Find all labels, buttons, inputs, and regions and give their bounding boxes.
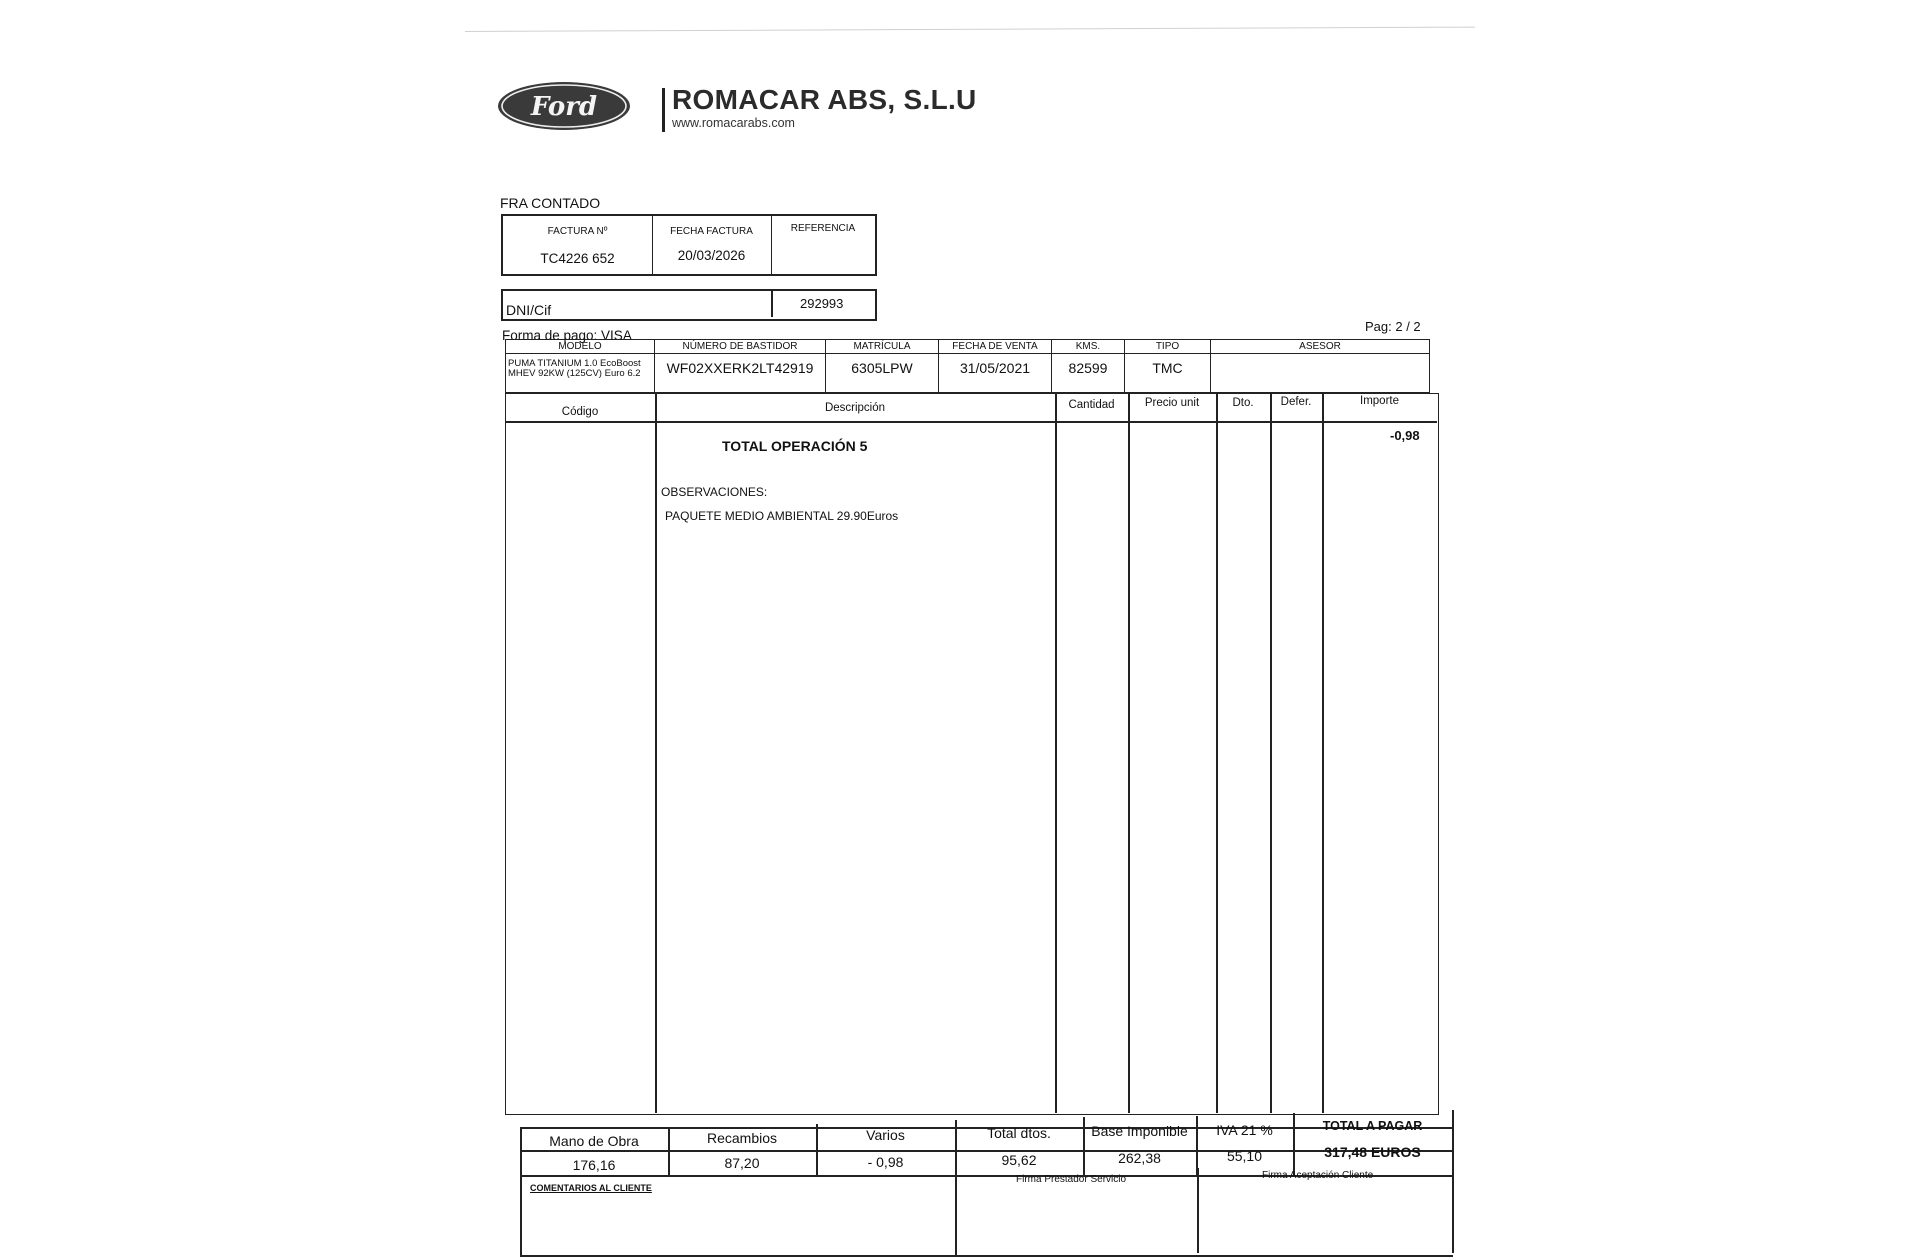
col-descripcion: Descripción: [824, 402, 886, 414]
col-divider-precio: [1216, 393, 1218, 1113]
col-codigo: Código: [561, 406, 599, 418]
col-divider-cantidad: [1128, 393, 1130, 1113]
col-divider-descripcion: [1055, 393, 1057, 1113]
iva-label: IVA 21 %: [1216, 1122, 1273, 1138]
modelo-value: PUMA TITANIUM 1.0 EcoBoost MHEV 92KW (125CV) Euro 6.2: [508, 358, 641, 379]
fecha-venta-cell: [939, 340, 1052, 393]
document-type: FRA CONTADO: [500, 195, 601, 211]
forma-pago: Forma de pago: VISA: [502, 328, 632, 343]
kms-value: 82599: [1068, 360, 1108, 376]
asesor-value: [1211, 354, 1429, 360]
base-imponible-value: 262,38: [1118, 1150, 1161, 1166]
firma-cliente: Firma Aceptación Cliente: [1262, 1170, 1374, 1181]
col-divider-defer: [1322, 393, 1324, 1113]
fecha-value: 20/03/2026: [677, 248, 746, 263]
fecha-label: FECHA FACTURA: [670, 226, 753, 237]
fecha-cell: [652, 216, 772, 274]
dni-value: 292993: [800, 296, 844, 311]
company-website: www.romacarabs.com: [672, 116, 795, 130]
total-pagar-value: 317,48 EUROS: [1324, 1144, 1421, 1160]
line-importe: -0,98: [1390, 428, 1420, 443]
factura-label: FACTURA Nº: [547, 226, 608, 237]
mano-obra-label: Mano de Obra: [549, 1133, 639, 1149]
col-cantidad: Cantidad: [1068, 399, 1115, 411]
base-imponible-label: Base Imponible: [1091, 1123, 1188, 1139]
bastidor-cell: [655, 340, 826, 393]
col-precio-unit: Precio unit: [1144, 397, 1200, 409]
firma-prestador: Firma Prestador Servicio: [1016, 1174, 1127, 1185]
col-divider-dto: [1270, 393, 1272, 1113]
line-items-frame: [505, 393, 1439, 1115]
recambios-value: 87,20: [724, 1155, 760, 1171]
col-dto: Dto.: [1232, 397, 1254, 409]
factura-value: TC4226 652: [540, 251, 615, 266]
fecha-venta-label: FECHA DE VENTA: [939, 340, 1051, 354]
kms-label: KMS.: [1052, 340, 1124, 354]
tipo-value: TMC: [1152, 360, 1183, 376]
recambios-label: Recambios: [706, 1130, 778, 1146]
observaciones-text: PAQUETE MEDIO AMBIENTAL 29.90Euros: [665, 509, 899, 523]
total-operacion: TOTAL OPERACIÓN 5: [722, 438, 868, 454]
kms-cell: [1052, 340, 1125, 393]
footer-bottom-line: [520, 1255, 1453, 1257]
dni-divider: [771, 289, 773, 317]
footer-left-border: [520, 1175, 522, 1255]
scan-edge-line: [465, 27, 1475, 32]
fecha-venta-value: 31/05/2021: [959, 360, 1031, 376]
asesor-label: ASESOR: [1211, 340, 1429, 354]
total-dtos-value: 95,62: [1001, 1152, 1037, 1168]
bastidor-label: NÚMERO DE BASTIDOR: [655, 340, 825, 354]
mano-obra-value: 176,16: [572, 1157, 616, 1173]
col-defer: Defer.: [1280, 396, 1312, 408]
asesor-cell: [1211, 340, 1430, 393]
tipo-cell: [1125, 340, 1211, 393]
invoice-header-box: [501, 214, 877, 276]
factura-cell: [503, 216, 653, 274]
col-divider-codigo: [655, 393, 657, 1113]
page-number: Pag: 2 / 2: [1365, 319, 1421, 334]
iva-value: 55,10: [1226, 1148, 1263, 1164]
company-name: ROMACAR ABS, S.L.U: [672, 84, 977, 115]
footer-right-border: [1452, 1168, 1454, 1253]
matricula-value: 6305LPW: [851, 360, 913, 376]
column-header-divider: [505, 421, 1437, 423]
varios-label: Varios: [866, 1127, 905, 1143]
col-importe: Importe: [1360, 395, 1399, 407]
comentarios-label: COMENTARIOS AL CLIENTE: [530, 1183, 652, 1193]
totals-right-border: [1452, 1110, 1454, 1175]
referencia-label: REFERENCIA: [790, 223, 856, 234]
svg-text:Ford: Ford: [530, 92, 598, 122]
dni-label: DNI/Cif: [506, 302, 552, 318]
brand-divider: [662, 88, 665, 132]
footer-divider-1: [955, 1170, 957, 1255]
referencia-cell: [771, 216, 875, 274]
modelo-cell: [506, 340, 655, 393]
modelo-label: MODELO: [506, 340, 654, 354]
total-dtos-label: Total dtos.: [987, 1125, 1051, 1141]
varios-value: - 0,98: [867, 1154, 904, 1170]
vehicle-table: [505, 339, 1430, 393]
footer-divider-2: [1197, 1168, 1199, 1253]
bastidor-value: WF02XXERK2LT42919: [666, 360, 814, 376]
ford-logo: [496, 80, 632, 132]
tipo-label: TIPO: [1125, 340, 1210, 354]
observaciones-label: OBSERVACIONES:: [661, 485, 768, 499]
matricula-label: MATRÍCULA: [826, 340, 938, 354]
total-pagar-label: TOTAL A PAGAR: [1322, 1119, 1423, 1133]
matricula-cell: [826, 340, 939, 393]
